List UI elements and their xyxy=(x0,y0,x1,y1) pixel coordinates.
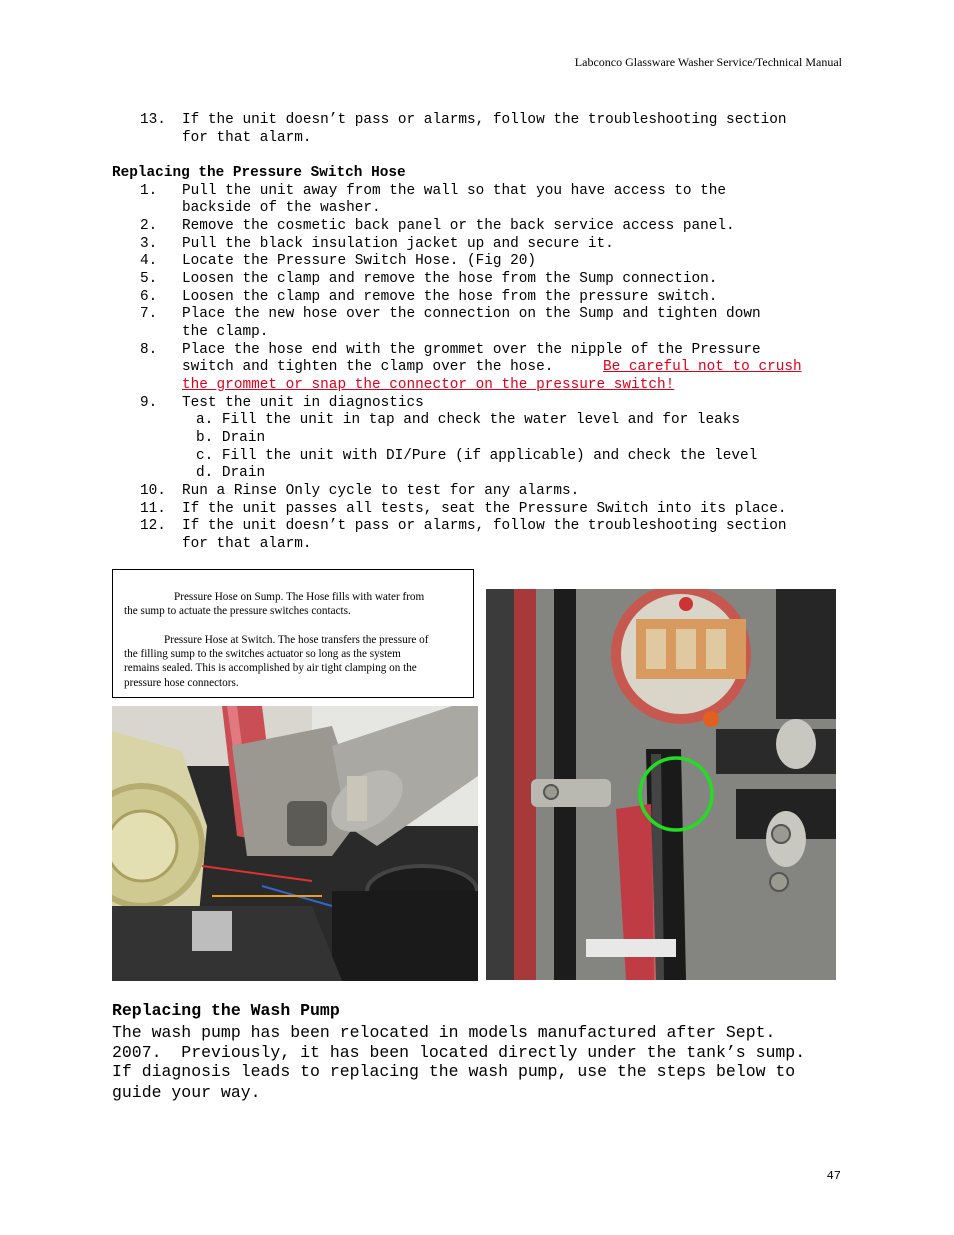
step-number: 7. xyxy=(140,306,158,322)
substep-text: a. Fill the unit in tap and check the water level and for leaks xyxy=(196,412,741,428)
step-text: Test the unit in diagnostics xyxy=(182,395,424,411)
paragraph-line: If diagnosis leads to replacing the wash pump, use the steps below to xyxy=(112,1062,796,1081)
substep-text: c. Fill the unit with DI/Pure (if applicable) and check the level xyxy=(196,448,758,464)
caption-line: pressure hose connectors. xyxy=(124,676,239,689)
step-number: 1. xyxy=(140,183,158,199)
step-number: 10. xyxy=(140,483,166,499)
step-text: Pull the black insulation jacket up and secure it. xyxy=(182,236,614,252)
page-number: 47 xyxy=(826,1169,841,1183)
photo-pressure-hose-on-sump xyxy=(112,706,478,981)
step-number: 2. xyxy=(140,218,158,234)
step-text: the clamp. xyxy=(182,324,269,340)
step-text: switch and tighten the clamp over the hose. xyxy=(182,359,554,375)
step-number: 12. xyxy=(140,518,166,534)
step-text: backside of the washer. xyxy=(182,200,381,216)
step-text: Loosen the clamp and remove the hose from the pressure switch. xyxy=(182,289,718,305)
step-text: for that alarm. xyxy=(182,536,312,552)
step-number: 11. xyxy=(140,501,166,517)
step-number: 8. xyxy=(140,342,158,358)
step-text: Locate the Pressure Switch Hose. (Fig 20) xyxy=(182,253,537,269)
step-text: If the unit passes all tests, seat the Pressure Switch into its place. xyxy=(182,501,787,517)
step-text: If the unit doesn’t pass or alarms, follow the troubleshooting section xyxy=(182,518,787,534)
step-text: for that alarm. xyxy=(182,130,312,146)
section-heading-wash-pump: Replacing the Wash Pump xyxy=(112,1001,340,1020)
step-text: Remove the cosmetic back panel or the back service access panel. xyxy=(182,218,735,234)
step-number: 9. xyxy=(140,395,158,411)
warning-text: the grommet or snap the connector on the pressure switch! xyxy=(182,377,675,393)
paragraph-line: guide your way. xyxy=(112,1083,261,1102)
caption-line: Pressure Hose at Switch. The hose transfers the pressure of xyxy=(164,634,429,646)
photo-pressure-hose-at-switch xyxy=(486,589,836,980)
figure-caption-box xyxy=(112,569,474,698)
substep-text: d. Drain xyxy=(196,465,266,481)
step-text: If the unit doesn’t pass or alarms, follow the troubleshooting section xyxy=(182,112,787,128)
step-number: 13. xyxy=(140,112,166,128)
step-text: Run a Rinse Only cycle to test for any alarms. xyxy=(182,483,580,499)
step-number: 5. xyxy=(140,271,158,287)
caption-line: Pressure Hose on Sump. The Hose fills with water from xyxy=(174,591,425,603)
running-header: Labconco Glassware Washer Service/Technical Manual xyxy=(574,55,842,69)
step-number: 4. xyxy=(140,253,158,269)
switch-photo-illustration xyxy=(486,589,836,980)
warning-text: Be careful not to crush xyxy=(603,359,802,375)
paragraph-line: 2007. Previously, it has been located directly under the tank’s sump. xyxy=(112,1043,806,1062)
section-heading-pressure-switch-hose: Replacing the Pressure Switch Hose xyxy=(112,165,406,181)
step-number: 6. xyxy=(140,289,158,305)
step-text: Pull the unit away from the wall so that you have access to the xyxy=(182,183,727,199)
step-number: 3. xyxy=(140,236,158,252)
sump-photo-illustration xyxy=(112,706,478,981)
caption-line: remains sealed. This is accomplished by air tight clamping on the xyxy=(124,662,417,675)
paragraph-line: The wash pump has been relocated in models manufactured after Sept. xyxy=(112,1023,776,1042)
caption-sump xyxy=(124,590,467,618)
step-text: Place the new hose over the connection on the Sump and tighten down xyxy=(182,306,761,322)
step-text: Loosen the clamp and remove the hose from the Sump connection. xyxy=(182,271,718,287)
caption-switch xyxy=(124,633,467,690)
caption-line: the sump to actuate the pressure switches contacts. xyxy=(124,605,351,618)
substep-text: b. Drain xyxy=(196,430,266,446)
step-text: Place the hose end with the grommet over the nipple of the Pressure xyxy=(182,342,761,358)
caption-line: the filling sump to the switches actuator so long as the system xyxy=(124,648,401,661)
